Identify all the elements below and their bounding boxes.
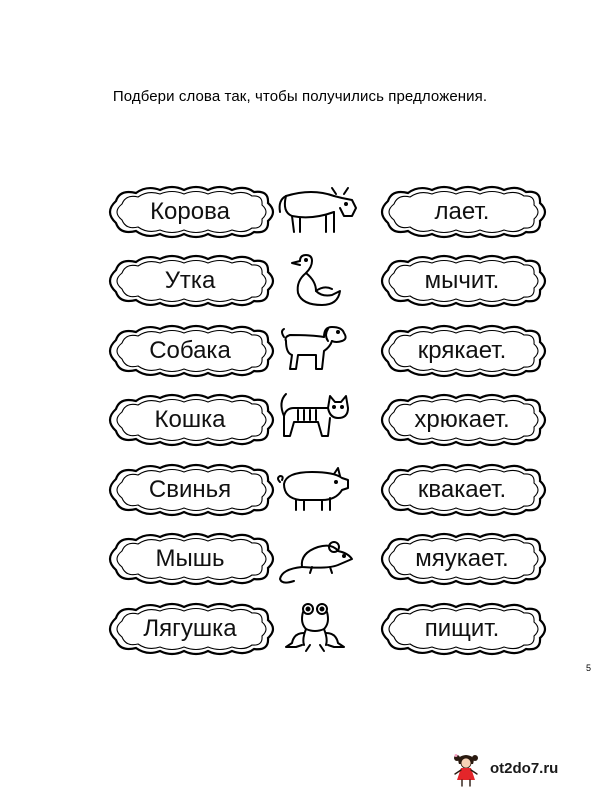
subject-word: Мышь <box>155 545 225 572</box>
sentence-row-4 <box>0 390 600 450</box>
dress-shape <box>457 768 475 780</box>
sentence-row-6 <box>0 529 600 589</box>
subject-word: Свинья <box>148 476 232 503</box>
duck-icon <box>272 251 362 311</box>
subject-cloud[interactable] <box>100 321 280 381</box>
verb-word: лает. <box>434 198 490 225</box>
verb-cloud[interactable] <box>372 182 552 242</box>
dog-icon <box>272 321 362 381</box>
verb-word: пищит. <box>424 615 500 642</box>
verb-cloud[interactable] <box>372 599 552 659</box>
verb-cloud[interactable] <box>372 390 552 450</box>
verb-word: крякает. <box>417 337 507 364</box>
sentence-row-5 <box>0 460 600 520</box>
verb-cloud[interactable] <box>372 529 552 589</box>
verb-word: мяукает. <box>415 545 509 572</box>
verb-cloud[interactable] <box>372 321 552 381</box>
subject-cloud[interactable] <box>100 599 280 659</box>
subject-cloud[interactable] <box>100 390 280 450</box>
subject-cloud[interactable] <box>100 251 280 311</box>
subject-word: Собака <box>149 337 231 364</box>
verb-cloud[interactable] <box>372 460 552 520</box>
subject-cloud[interactable] <box>100 460 280 520</box>
verb-word: квакает. <box>417 476 507 503</box>
girl-logo-icon <box>448 752 484 793</box>
page-number: 5 <box>586 663 592 673</box>
subject-word: Корова <box>150 198 230 225</box>
pig-icon <box>272 460 362 520</box>
subject-word: Кошка <box>154 406 226 433</box>
subject-cloud[interactable] <box>100 529 280 589</box>
mouse-icon <box>272 529 362 589</box>
bow-shape <box>455 754 458 757</box>
verb-word: хрюкает. <box>414 406 510 433</box>
sentence-row-1 <box>0 182 600 242</box>
subject-word: Утка <box>164 267 216 294</box>
subject-cloud[interactable] <box>100 182 280 242</box>
subject-word: Лягушка <box>143 615 237 642</box>
cow-icon <box>272 182 362 242</box>
verb-word: мычит. <box>424 267 500 294</box>
verb-cloud[interactable] <box>372 251 552 311</box>
site-link[interactable]: ot2do7.ru <box>490 760 559 777</box>
sentence-row-2 <box>0 251 600 311</box>
sentence-row-3 <box>0 321 600 381</box>
cat-icon <box>272 390 362 450</box>
hair-bun-right <box>472 755 478 761</box>
sentence-row-7 <box>0 599 600 659</box>
frog-icon <box>272 599 362 659</box>
instruction-text: Подбери слова так, чтобы получились предложения. <box>112 88 488 105</box>
